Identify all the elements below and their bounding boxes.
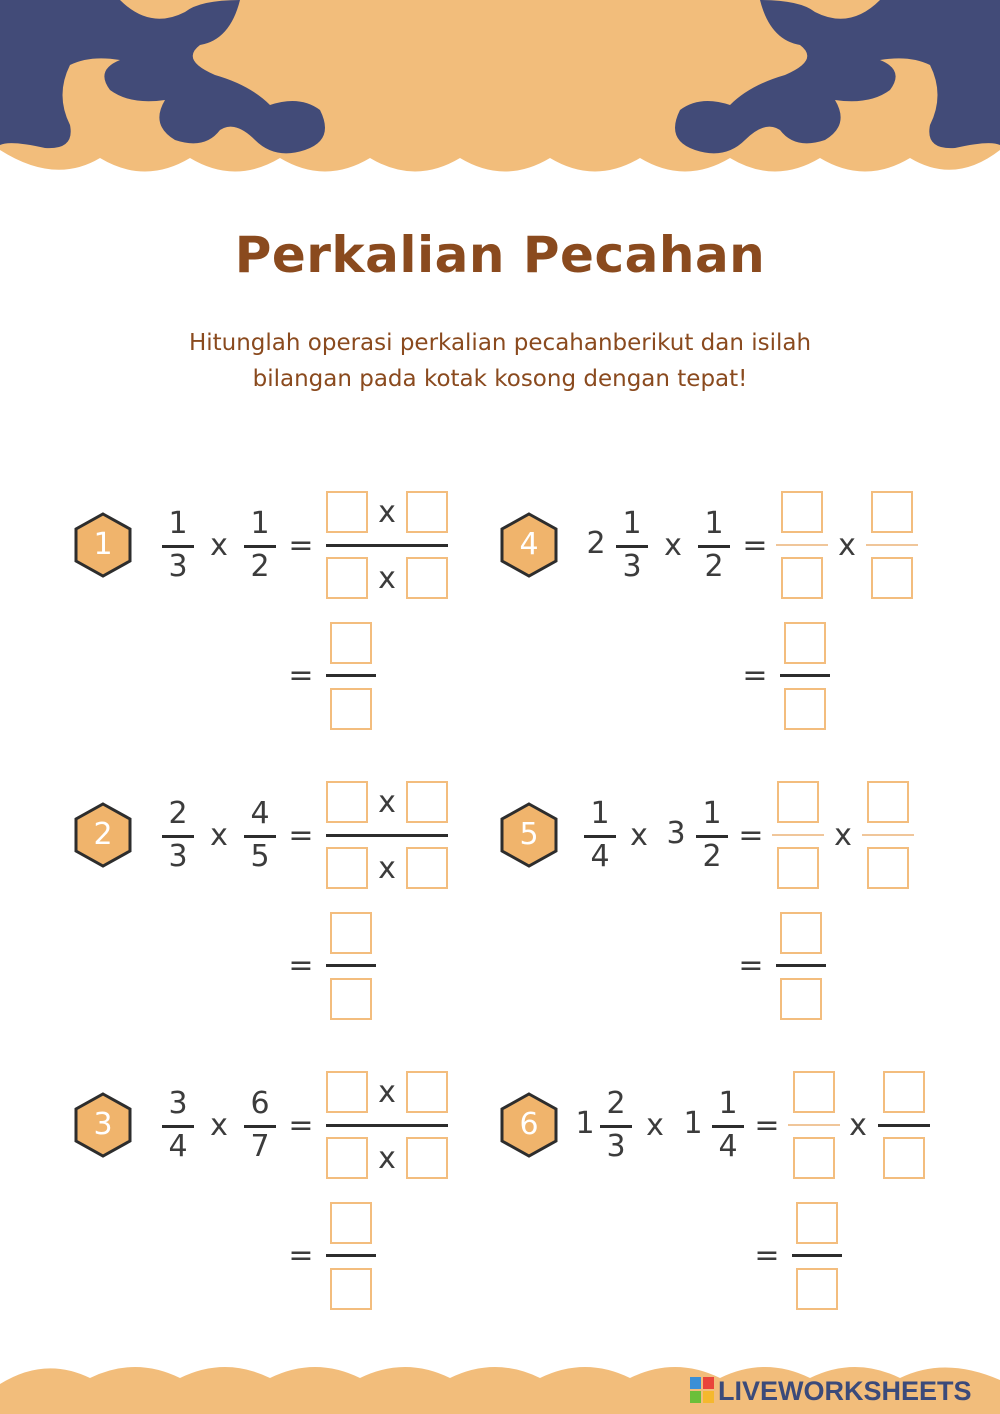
fraction-a-denominator: 3	[168, 839, 188, 874]
fraction-b-numerator: 1	[702, 796, 722, 831]
problem-number-badge: 5	[500, 802, 558, 868]
fraction-a-bar	[616, 545, 648, 548]
answer-box-numerator-1[interactable]	[781, 491, 823, 533]
fraction-a-numerator: 1	[622, 506, 642, 541]
problem-number-badge: 2	[74, 802, 132, 868]
liveworksheets-logo-icon	[690, 1377, 714, 1403]
times-sign: x	[664, 528, 682, 563]
answer-box-numerator-1[interactable]	[777, 781, 819, 823]
result-box-denominator[interactable]	[330, 688, 372, 730]
fraction-b-bar	[696, 835, 728, 838]
fraction-a-numerator: 2	[606, 1086, 626, 1121]
fraction-bar	[862, 834, 914, 836]
answer-box-denominator-1[interactable]	[781, 557, 823, 599]
problem-number-badge: 4	[500, 512, 558, 578]
equals-sign: =	[288, 658, 314, 693]
fraction-b-denominator: 2	[702, 839, 722, 874]
answer-box-denominator-1[interactable]	[326, 557, 368, 599]
fraction-a-denominator: 3	[622, 549, 642, 584]
answer-box-numerator-1[interactable]	[326, 781, 368, 823]
fraction-bar	[326, 1124, 448, 1127]
result-fraction-bar	[326, 964, 376, 967]
worksheet-title: Perkalian Pecahan	[234, 226, 766, 284]
times-sign: x	[378, 561, 396, 596]
answer-box-denominator-1[interactable]	[326, 1137, 368, 1179]
times-sign: x	[210, 818, 228, 853]
instructions-line-2: bilangan pada kotak kosong dengan tepat!	[252, 366, 748, 392]
fraction-bar	[788, 1124, 840, 1126]
answer-box-numerator-2[interactable]	[871, 491, 913, 533]
fraction-a-bar	[600, 1125, 632, 1128]
times-sign: x	[378, 495, 396, 530]
result-fraction-bar	[776, 964, 826, 967]
fraction-a-bar	[162, 545, 194, 548]
fraction-b-bar	[244, 545, 276, 548]
times-sign: x	[838, 528, 856, 563]
fraction-b-numerator: 1	[250, 506, 270, 541]
liveworksheets-brand-text: LIVEWORKSHEETS	[718, 1376, 972, 1406]
fraction-a-numerator: 2	[168, 796, 188, 831]
equals-sign: =	[754, 1108, 780, 1143]
answer-box-numerator-1[interactable]	[793, 1071, 835, 1113]
fraction-b-denominator: 2	[250, 549, 270, 584]
times-sign: x	[849, 1108, 867, 1143]
times-sign: x	[378, 851, 396, 886]
equals-sign: =	[288, 1238, 314, 1273]
answer-box-numerator-2[interactable]	[883, 1071, 925, 1113]
fraction-b-denominator: 7	[250, 1129, 270, 1164]
fraction-a-whole: 1	[575, 1106, 595, 1141]
answer-box-denominator-2[interactable]	[406, 557, 448, 599]
answer-box-denominator-1[interactable]	[326, 847, 368, 889]
fraction-b-numerator: 1	[704, 506, 724, 541]
answer-box-numerator-1[interactable]	[326, 491, 368, 533]
fraction-bar	[878, 1124, 930, 1127]
equals-sign: =	[738, 818, 764, 853]
answer-box-denominator-1[interactable]	[777, 847, 819, 889]
answer-box-denominator-2[interactable]	[406, 847, 448, 889]
problem-number-badge: 1	[74, 512, 132, 578]
fraction-b-bar	[698, 545, 730, 548]
fraction-b-bar	[244, 1125, 276, 1128]
fraction-b-denominator: 4	[718, 1129, 738, 1164]
result-fraction-bar	[792, 1254, 842, 1257]
result-fraction-bar	[326, 674, 376, 677]
fraction-a-denominator: 4	[168, 1129, 188, 1164]
fraction-a-numerator: 3	[168, 1086, 188, 1121]
worksheet-instructions	[150, 325, 850, 397]
times-sign: x	[646, 1108, 664, 1143]
problem-number-badge: 3	[74, 1092, 132, 1158]
fraction-a-bar	[162, 1125, 194, 1128]
equals-sign: =	[288, 818, 314, 853]
fraction-b-denominator: 5	[250, 839, 270, 874]
result-box-numerator[interactable]	[780, 912, 822, 954]
equals-sign: =	[288, 1108, 314, 1143]
result-box-numerator[interactable]	[796, 1202, 838, 1244]
instructions-line-1: Hitunglah operasi perkalian pecahanberikut dan isilah	[188, 330, 812, 356]
fraction-bar	[776, 544, 828, 546]
result-box-denominator[interactable]	[330, 978, 372, 1020]
answer-box-numerator-1[interactable]	[326, 1071, 368, 1113]
result-box-denominator[interactable]	[796, 1268, 838, 1310]
fraction-b-whole: 1	[683, 1106, 703, 1141]
result-box-denominator[interactable]	[784, 688, 826, 730]
fraction-a-denominator: 4	[590, 839, 610, 874]
times-sign: x	[834, 818, 852, 853]
equals-sign: =	[288, 528, 314, 563]
fraction-b-numerator: 4	[250, 796, 270, 831]
answer-box-denominator-2[interactable]	[867, 847, 909, 889]
times-sign: x	[630, 818, 648, 853]
fraction-a-numerator: 1	[590, 796, 610, 831]
equals-sign: =	[754, 1238, 780, 1273]
fraction-bar	[326, 544, 448, 547]
answer-box-numerator-2[interactable]	[406, 491, 448, 533]
fraction-a-bar	[162, 835, 194, 838]
fraction-a-whole: 2	[586, 526, 606, 561]
times-sign: x	[378, 1141, 396, 1176]
equals-sign: =	[742, 528, 768, 563]
fraction-b-bar	[244, 835, 276, 838]
result-fraction-bar	[326, 1254, 376, 1257]
result-box-numerator[interactable]	[330, 912, 372, 954]
answer-box-denominator-2[interactable]	[406, 1137, 448, 1179]
answer-box-numerator-2[interactable]	[867, 781, 909, 823]
fraction-b-numerator: 6	[250, 1086, 270, 1121]
equals-sign: =	[288, 948, 314, 983]
fraction-bar	[866, 544, 918, 546]
fraction-b-bar	[712, 1125, 744, 1128]
times-sign: x	[378, 1075, 396, 1110]
fraction-a-denominator: 3	[606, 1129, 626, 1164]
problem-number-badge: 6	[500, 1092, 558, 1158]
times-sign: x	[210, 528, 228, 563]
answer-box-numerator-2[interactable]	[406, 781, 448, 823]
answer-box-numerator-2[interactable]	[406, 1071, 448, 1113]
answer-box-denominator-1[interactable]	[793, 1137, 835, 1179]
fraction-a-numerator: 1	[168, 506, 188, 541]
fraction-a-denominator: 3	[168, 549, 188, 584]
result-box-numerator[interactable]	[330, 622, 372, 664]
result-box-numerator[interactable]	[784, 622, 826, 664]
equals-sign: =	[738, 948, 764, 983]
equals-sign: =	[742, 658, 768, 693]
result-box-numerator[interactable]	[330, 1202, 372, 1244]
result-fraction-bar	[780, 674, 830, 677]
fraction-bar	[772, 834, 824, 836]
top-decorative-banner	[0, 0, 1000, 190]
fraction-bar	[326, 834, 448, 837]
fraction-b-denominator: 2	[704, 549, 724, 584]
fraction-a-bar	[584, 835, 616, 838]
fraction-b-numerator: 1	[718, 1086, 738, 1121]
result-box-denominator[interactable]	[780, 978, 822, 1020]
times-sign: x	[378, 785, 396, 820]
fraction-b-whole: 3	[666, 816, 686, 851]
answer-box-denominator-2[interactable]	[883, 1137, 925, 1179]
result-box-denominator[interactable]	[330, 1268, 372, 1310]
times-sign: x	[210, 1108, 228, 1143]
answer-box-denominator-2[interactable]	[871, 557, 913, 599]
